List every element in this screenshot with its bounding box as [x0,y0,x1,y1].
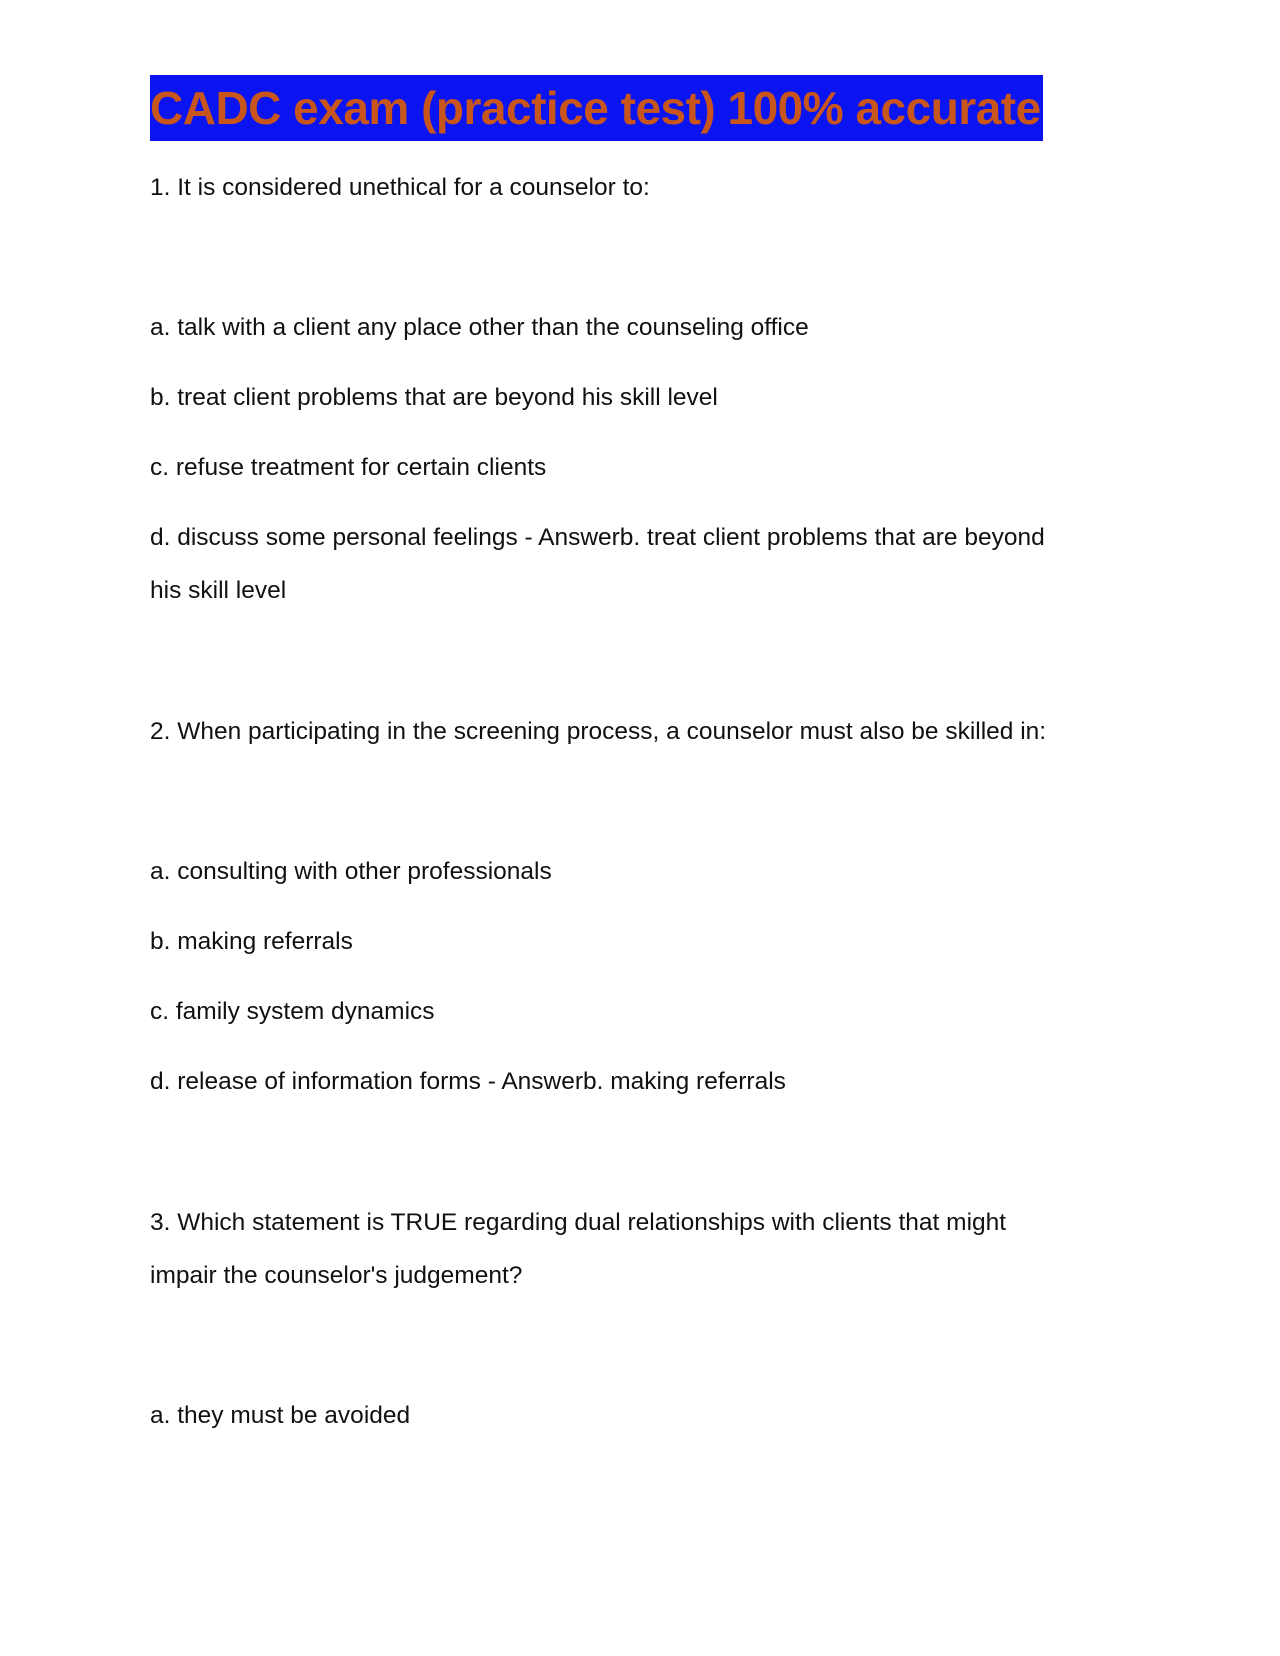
question-1-answer-continued: his skill level [150,577,287,604]
question-1-option-d-answer: d. discuss some personal feelings - Answerb. treat client problems that are beyond [150,524,1045,551]
question-2-text: 2. When participating in the screening process, a counselor must also be skilled in: [150,718,1047,745]
question-2-option-d-answer: d. release of information forms - Answerb. making referrals [150,1068,786,1095]
question-3-option-a: a. they must be avoided [150,1402,411,1429]
question-2-option-b: b. making referrals [150,928,353,955]
question-2-option-a: a. consulting with other professionals [150,858,552,885]
question-1-option-c: c. refuse treatment for certain clients [150,454,547,481]
document-title: CADC exam (practice test) 100% accurate [150,75,1043,141]
question-1-option-b: b. treat client problems that are beyond his skill level [150,384,718,411]
question-1-option-a: a. talk with a client any place other than the counseling office [150,314,809,341]
question-1-text: 1. It is considered unethical for a counselor to: [150,174,650,201]
question-3-text-continued: impair the counselor's judgement? [150,1262,523,1289]
question-2-option-c: c. family system dynamics [150,998,435,1025]
question-3-text: 3. Which statement is TRUE regarding dual relationships with clients that might [150,1209,1007,1236]
